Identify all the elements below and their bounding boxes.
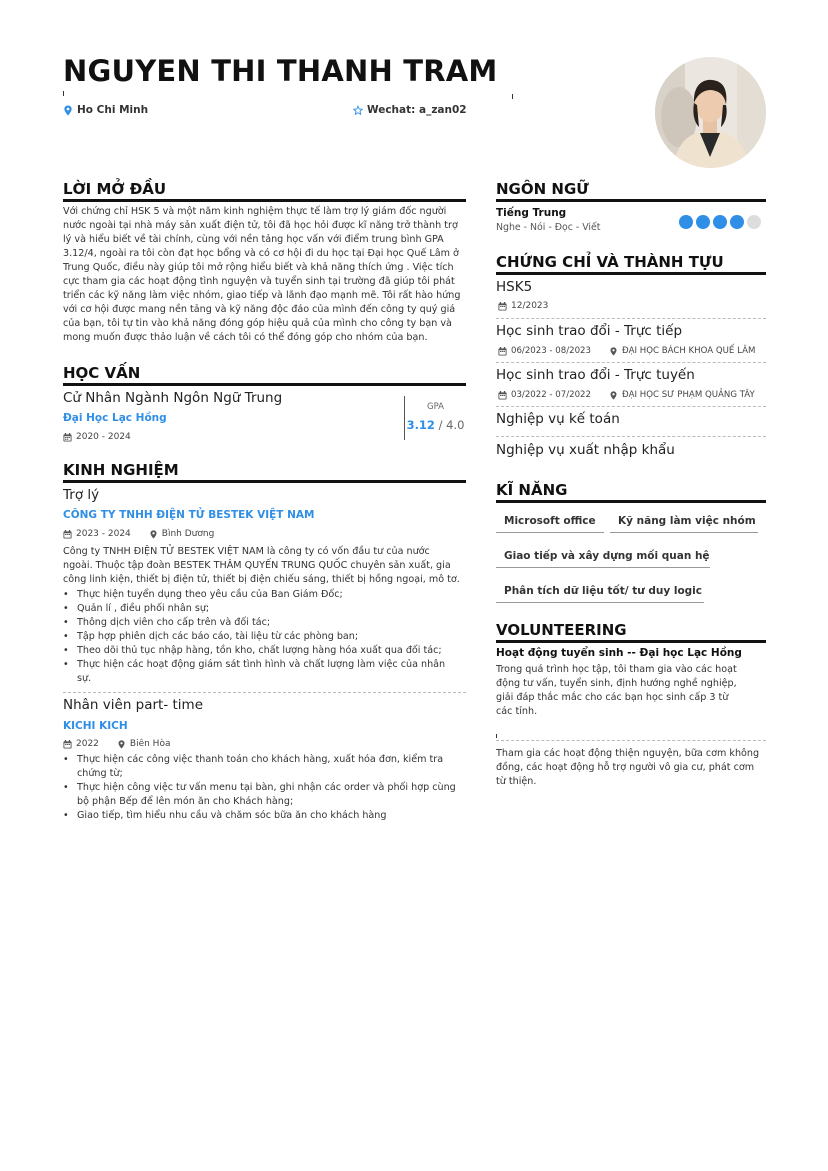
skills-rule (496, 500, 766, 503)
volunteer-role: Hoạt động tuyển sinh -- Đại học Lạc Hồng (496, 647, 742, 659)
wechat-contact (353, 104, 467, 116)
calendar-icon (498, 391, 507, 400)
job-company: KICHI KICH (63, 720, 128, 732)
map-pin-icon (149, 530, 158, 539)
list-item: • Theo dõi thủ tục nhập hàng, tồn kho, chất lượng hàng hóa xuất qua đối tác; (63, 644, 458, 658)
divider (496, 318, 766, 319)
gpa-box (404, 396, 466, 440)
cert-name: Nghiệp vụ kế toán (496, 411, 620, 427)
volunteer-extra: Tham gia các hoạt động thiện nguyện, bữa cơm không đồng, các hoạt động hỗ trợ người vô gia cư, phát cơm từ thiện. (496, 748, 760, 787)
level-dot (747, 215, 761, 229)
gpa-value: 3.12 / 4.0 (406, 418, 465, 432)
language-level (679, 215, 761, 229)
level-dot (679, 215, 693, 229)
job-description: Công ty TNHH ĐIỆN TỬ BESTEK VIỆT NAM là công ty có vốn đầu tư của nước ngoài. Thuộc tập đoàn BESTEK THÂM QUYẾN TRUNG QUỐC chuyên sản xuất, gia công linh kiện, thiết bị điện tử, thiết bị điện chiếu sáng, thiết bị hồng ngoại, mô tơ. (63, 546, 460, 585)
job-meta: 2023 - 2024 Bình Dương (63, 529, 214, 539)
level-dot (730, 215, 744, 229)
list-item: • Thực hiện các công việc thanh toán cho khách hàng, xuất hóa đơn, kiểm tra chứng từ; (63, 753, 463, 781)
experience-rule (63, 480, 466, 483)
job-company: CÔNG TY TNHH ĐIỆN TỬ BESTEK VIỆT NAM (63, 509, 315, 521)
languages-rule (496, 199, 766, 202)
map-pin-icon (117, 740, 126, 749)
list-item: • Thông dịch viên cho cấp trên và đối tác; (63, 616, 458, 630)
list-item: • Thực hiện công việc tư vấn menu tại bàn, ghi nhận các order và phối hợp cùng bộ phận Bếp để lên món ăn cho Khách hàng; (63, 781, 463, 809)
job-bullets (63, 753, 463, 823)
list-item: • Giao tiếp, tìm hiểu nhu cầu và chăm sóc bữa ăn cho khách hàng (63, 809, 463, 823)
education-dates: 2020 - 2024 (63, 432, 131, 442)
map-pin-icon (609, 347, 618, 356)
cert-meta: 06/2023 - 08/2023 ĐẠI HỌC BÁCH KHOA QUẾ LÂM (498, 346, 755, 356)
divider (496, 406, 766, 407)
list-item: • Thực hiện tuyển dụng theo yêu cầu của Ban Giám Đốc; (63, 588, 458, 602)
cert-name: Học sinh trao đổi - Trực tuyến (496, 367, 695, 383)
job-bullets (63, 588, 458, 686)
volunteering-rule (496, 640, 766, 643)
job-role: Trợ lý (63, 487, 100, 503)
education-rule (63, 383, 466, 386)
location-contact (63, 104, 148, 116)
divider (496, 740, 766, 741)
divider (496, 362, 766, 363)
divider (63, 692, 466, 693)
decor-mark (512, 94, 513, 99)
divider (496, 436, 766, 437)
school-name: Đại Học Lạc Hồng (63, 412, 167, 424)
calendar-icon (498, 302, 507, 311)
gpa-label: GPA (427, 402, 444, 412)
volunteering-title: VOLUNTEERING (496, 621, 627, 639)
cert-name: HSK5 (496, 279, 533, 295)
skill-tag: Kỹ năng làm việc nhóm (610, 513, 758, 533)
decor-mark (496, 734, 497, 738)
star-icon (353, 105, 363, 116)
certs-title: CHỨNG CHỈ VÀ THÀNH TỰU (496, 253, 724, 271)
cert-name: Học sinh trao đổi - Trực tiếp (496, 323, 683, 339)
experience-title: KINH NGHIỆM (63, 461, 179, 479)
summary-title: LỜI MỞ ĐẦU (63, 180, 167, 198)
language-skills: Nghe - Nói - Đọc - Viết (496, 222, 601, 233)
education-title: HỌC VẤN (63, 364, 141, 382)
map-pin-icon (63, 105, 73, 116)
cert-meta: 12/2023 (498, 301, 548, 311)
decor-mark (63, 91, 64, 96)
skill-tag: Phân tích dữ liệu tốt/ tư duy logic (496, 583, 704, 603)
level-dot (696, 215, 710, 229)
skill-tag: Microsoft office (496, 513, 604, 533)
language-name: Tiếng Trung (496, 207, 567, 219)
volunteer-description: Trong quá trình học tập, tôi tham gia vào các hoạt động tư vấn, tuyển sinh, định hướng nghề nghiệp, giải đáp thắc mắc cho các bạn học sinh cấp 3 từ các tỉnh. (496, 664, 737, 717)
summary-rule (63, 199, 466, 202)
calendar-icon (63, 433, 72, 442)
wechat-text: Wechat: a_zan02 (367, 104, 467, 116)
profile-photo (655, 57, 766, 168)
list-item: • Tập hợp phiên dịch các báo cáo, tài liệu từ các phòng ban; (63, 630, 458, 644)
calendar-icon (63, 530, 72, 539)
job-meta: 2022 Biên Hòa (63, 739, 170, 749)
level-dot (713, 215, 727, 229)
calendar-icon (63, 740, 72, 749)
cert-meta: 03/2022 - 07/2022 ĐẠI HỌC SƯ PHẠM QUẢNG TÂY (498, 390, 755, 400)
job-role: Nhân viên part- time (63, 697, 204, 713)
map-pin-icon (609, 391, 618, 400)
skills-title: KĨ NĂNG (496, 481, 568, 499)
cert-name: Nghiệp vụ xuất nhập khẩu (496, 442, 675, 458)
list-item: • Thực hiện các hoạt động giám sát tình hình và chất lượng làm việc của nhân sự. (63, 658, 458, 686)
skill-tag: Giao tiếp và xây dựng mối quan hệ (496, 548, 710, 568)
list-item: • Quản lí , điều phối nhân sự; (63, 602, 458, 616)
certs-rule (496, 272, 766, 275)
candidate-name: NGUYEN THI THANH TRAM (63, 54, 498, 88)
languages-title: NGÔN NGỮ (496, 180, 589, 198)
summary-text: Với chứng chỉ HSK 5 và một năm kinh nghiệm thực tế làm trợ lý giám đốc người nước ngoài tại nhà máy sản xuất điện tử, tôi đã học hỏi được kĩ năng trở thành trợ lý và hiểu biết về tài chính, cùng với nền tảng học vấn với điểm trung bình GPA 3.12/4, ngoài ra tôi còn đạt học bổng và có cơ hội đi du học tại Đại học Quế Lâm ở Trung Quốc, điều này giúp tôi mở rộng hiểu biết và khả năng thích ứng . Việc tích cực tham gia các hoạt động tình nguyện và tuyển sinh tại trường đã giúp tôi phát triển các kỹ năng làm việc nhóm, giao tiếp và lãnh đạo mạnh mẽ. Tôi rất hào hứng với cơ hội được mang nền tảng và kỹ năng độc đáo của mình đến công ty quý giá của bạn, tôi tự tin vào khả năng đóng góp hiệu quả của mình cho công ty bạn và mong muốn được thảo luận về cách tôi có thể đóng góp cho nhóm của bạn. (63, 206, 461, 343)
degree-name: Cử Nhân Ngành Ngôn Ngữ Trung (63, 390, 283, 406)
calendar-icon (498, 347, 507, 356)
location-text: Ho Chi Minh (77, 104, 149, 116)
